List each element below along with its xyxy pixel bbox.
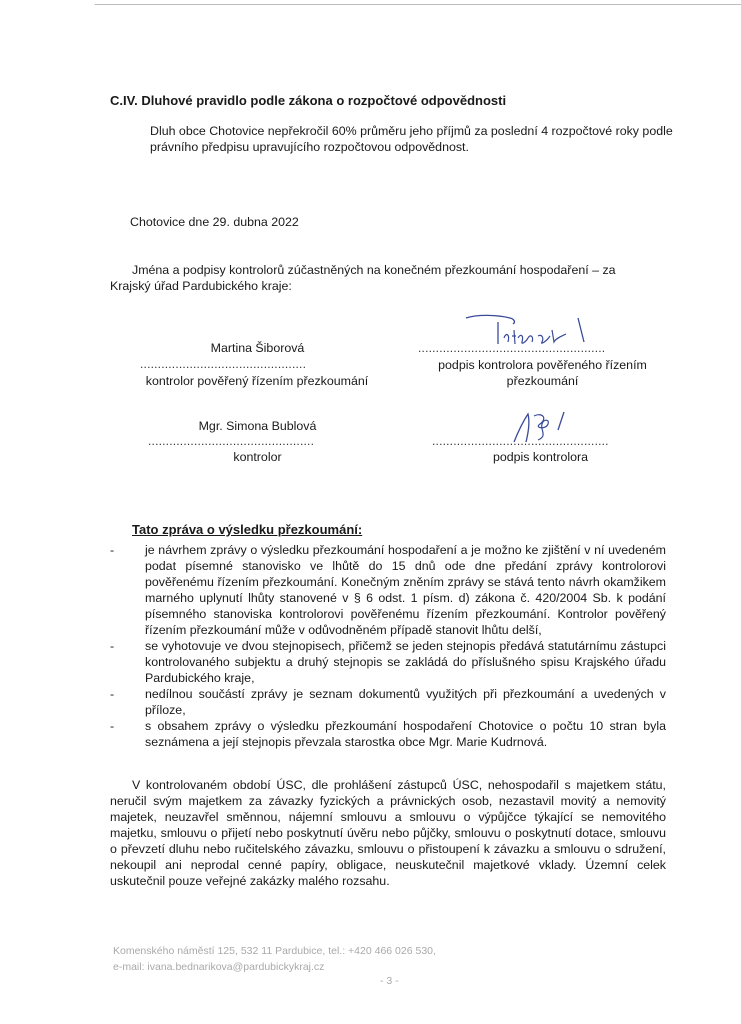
- page-fold-mark: [85, 4, 109, 25]
- list-item-text: je návrhem zprávy o výsledku přezkoumání hospodaření a je možno ke zjištění v ní uvedeném podat písemné stanovisko ve lhůtě do 15 dnů ode dne předání zprávy kontrolorovi pověřenému řízením přezkoumání. Konečným zněním zprávy se stává tento návrh okamžikem marného uplynutí lhůty stanovené v § 6 odst. 1 písm. d) zákona č. 420/2004 Sb. k podání písemného stanoviska kontrolorovi pověřenému řízením přezkoumání. Kontrolor pověřený řízením přezkoumání může v odůvodněném případě stanovit lhůtu delší,: [145, 543, 666, 637]
- inspector-role-2: kontrolor: [233, 450, 282, 464]
- list-item-text: nedílnou součástí zprávy je seznam dokumentů využitých při přezkoumání a uvedených v příloze,: [145, 687, 666, 717]
- footer-address: Komenského náměstí 125, 532 11 Pardubice, tel.: +420 466 026 530,: [113, 945, 436, 957]
- list-item: [110, 686, 666, 718]
- bullet-dash: -: [110, 543, 115, 557]
- debt-rule-text: Dluh obce Chotovice nepřekročil 60% průměru jeho příjmů za poslední 4 rozpočtové roky podle právního předpisu upravujícího rozpočtovou odpovědnost.: [150, 124, 673, 154]
- signature-line-left-2: ...............................................: [148, 434, 315, 448]
- bullet-dash: -: [110, 687, 115, 701]
- signature-line-left-1: ...............................................: [140, 357, 307, 371]
- report-items-list: [110, 542, 666, 750]
- list-item: [110, 718, 666, 750]
- inspector-role-1: kontrolor pověřený řízením přezkoumání: [145, 374, 369, 388]
- place-date: Chotovice dne 29. dubna 2022: [130, 215, 299, 229]
- list-item: [110, 638, 666, 686]
- signature-line-right-2: ..................................................: [432, 434, 609, 448]
- names-intro: Jména a podpisy kontrolorů zúčastněných na konečném přezkoumání hospodaření – za Krajský úřad Pardubického kraje:: [110, 263, 616, 293]
- inspector-name-2: Mgr. Simona Bublová: [198, 419, 317, 433]
- inspector-name-1: Martina Šiborová: [210, 341, 305, 355]
- page-number: - 3 -: [380, 975, 399, 987]
- bullet-dash: -: [110, 639, 115, 653]
- list-item-text: se vyhotovuje ve dvou stejnopisech, přičemž se jeden stejnopis předává statutárnímu zástupci kontrolovaného subjektu a druhý stejnopis se zakládá do příslušného spisu Krajského úřadu Pardubického kraje,: [145, 639, 666, 685]
- page-edge-line: [96, 4, 741, 5]
- section-heading: C.IV. Dluhové pravidlo podle zákona o rozpočtové odpovědnosti: [110, 93, 507, 108]
- list-item-text: s obsahem zprávy o výsledku přezkoumání hospodaření Chotovice o počtu 10 stran byla seznámena a její stejnopis převzala starostka obce Mgr. Marie Kudrnová.: [145, 719, 666, 749]
- list-item: [110, 542, 666, 638]
- signature-caption-1: podpis kontrolora pověřeného řízením přezkoumání: [438, 358, 647, 388]
- final-paragraph: V kontrolovaném období ÚSC, dle prohlášení zástupců ÚSC, nehospodařil s majetkem státu, neručil svým majetkem za závazky fyzických a právnických osob, nezastavil movitý a nemovitý majetek, neuzavřel směnnou, nájemní smlouvu a smlouvu o výpůjčce týkající se nemovitého majetku, smlouvu o přijetí nebo poskytnutí úvěru nebo půjčky, smlouvu o poskytnutí dotace, smlouvu o převzetí dluhu nebo ručitelského závazku, smlouvu o přistoupení k závazku a smlouvu o sdružení, nekoupil ani neprodal cenné papíry, obligace, neuskutečnil majetkové vklady. Územní celek uskutečnil pouze veřejné zakázky malého rozsahu.: [110, 778, 666, 888]
- signature-line-right-1: .....................................................: [418, 341, 606, 355]
- signature-caption-2: podpis kontrolora: [492, 450, 589, 464]
- bullet-dash: -: [110, 719, 115, 733]
- footer-email: e-mail: ivana.bednarikova@pardubickykraj.cz: [113, 961, 325, 973]
- report-title: Tato zpráva o výsledku přezkoumání:: [132, 522, 363, 537]
